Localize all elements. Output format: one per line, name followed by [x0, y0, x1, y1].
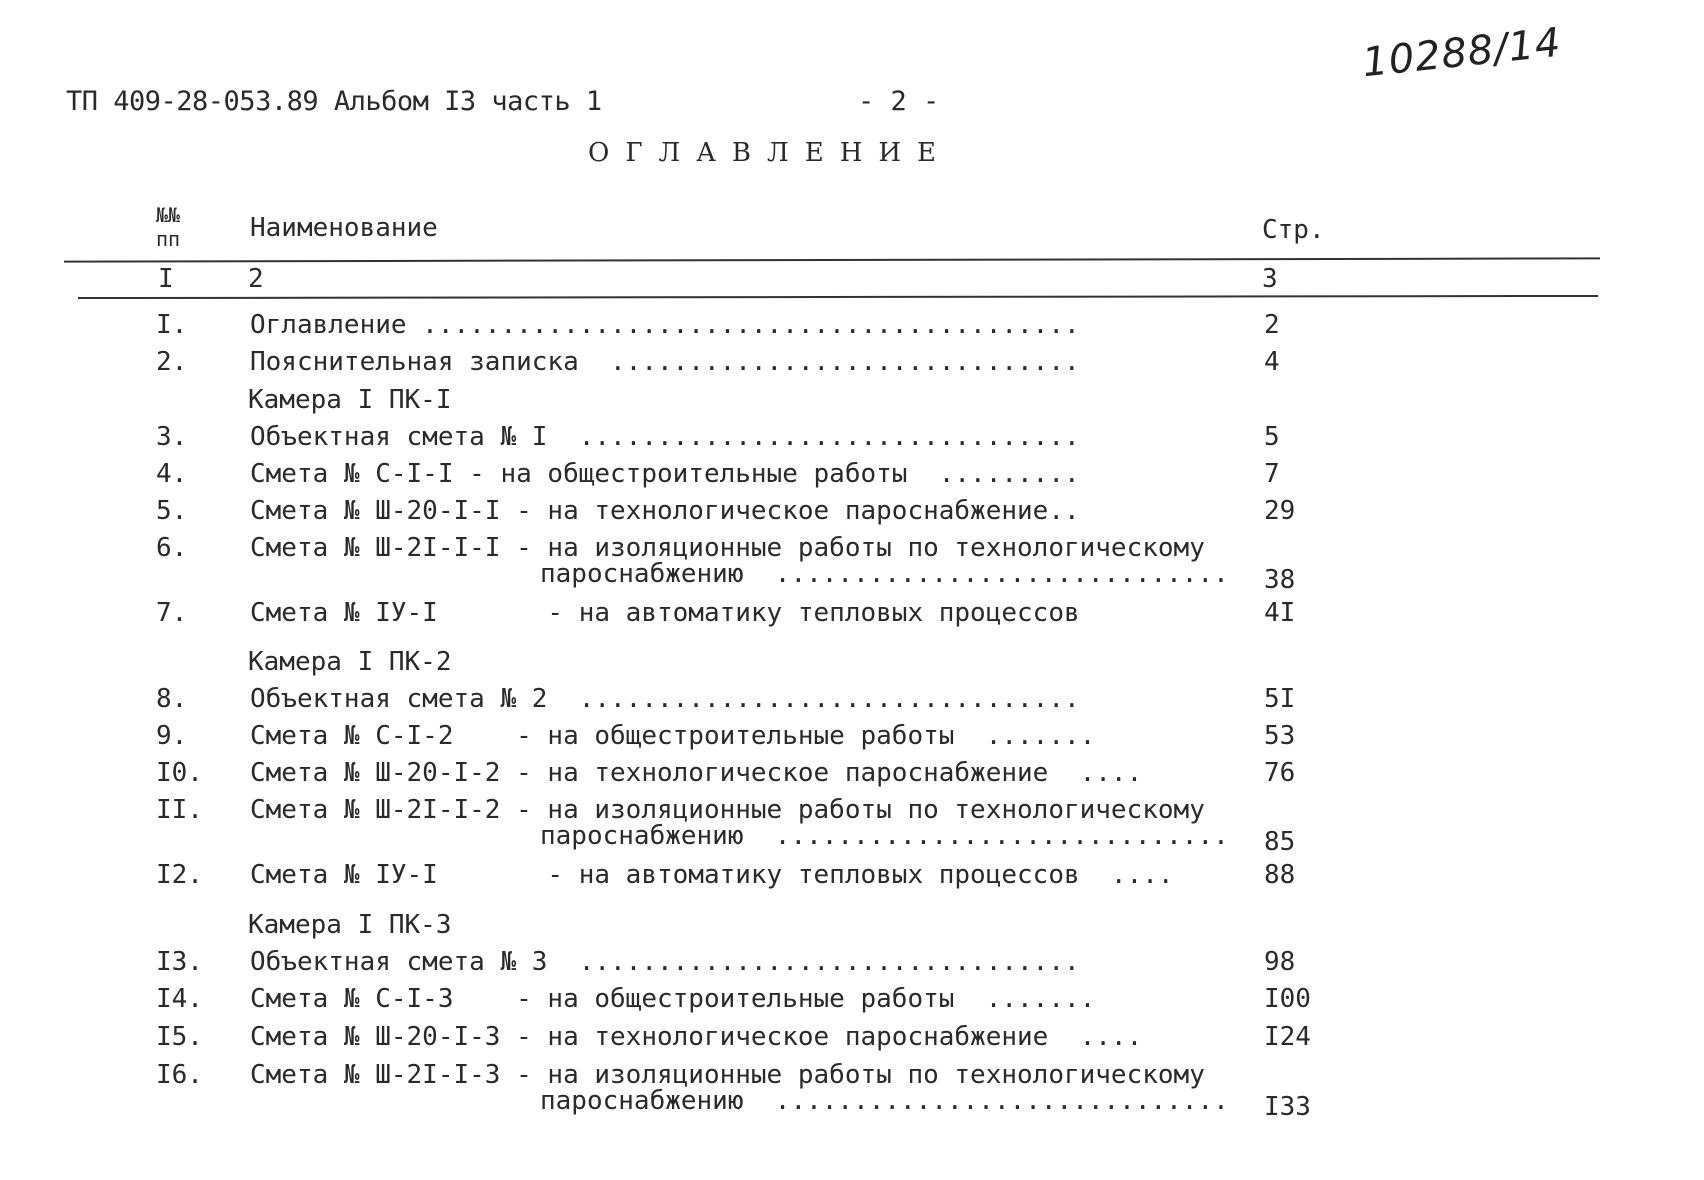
toc-row	[0, 310, 1704, 350]
row-title: Смета № IУ-I - на автоматику тепловых процессов ....	[250, 860, 1174, 890]
row-title-continuation: пароснабжению .............................	[540, 559, 1229, 589]
row-number: 8.	[156, 684, 188, 714]
row-title: Смета № IУ-I - на автоматику тепловых процессов	[250, 598, 1080, 628]
row-page: I33	[1264, 1092, 1311, 1122]
row-page: 53	[1264, 721, 1296, 751]
column-number-2: 2	[248, 264, 264, 294]
row-number: I4.	[156, 984, 203, 1014]
row-number: 9.	[156, 721, 188, 751]
row-page: 5I	[1264, 684, 1296, 714]
row-page: 4	[1264, 347, 1280, 377]
row-number: I6.	[156, 1060, 203, 1090]
row-title: Смета № Ш-2I-I-I - на изоляционные работы по технологическому	[250, 533, 1205, 563]
row-page: 98	[1264, 947, 1296, 977]
row-title-continuation: пароснабжению .............................	[540, 1086, 1229, 1116]
row-number: II.	[156, 795, 203, 825]
header-divider-top	[64, 257, 1600, 262]
toc-row	[0, 947, 1704, 987]
row-number: 5.	[156, 496, 188, 526]
row-page: 2	[1264, 310, 1280, 340]
row-title: Смета № С-I-2 - на общестроительные работы .......	[250, 721, 1096, 751]
header-name-label: Наименование	[250, 213, 438, 243]
toc-row	[0, 860, 1704, 900]
page-title: ОГЛАВЛЕНИЕ	[588, 138, 953, 168]
row-number: I3.	[156, 947, 203, 977]
header-divider-bottom	[78, 295, 1598, 299]
row-title: Смета № С-I-3 - на общестроительные работы .......	[250, 984, 1096, 1014]
section-heading: Камера I ПК-2	[248, 647, 452, 677]
toc-row	[0, 598, 1704, 638]
row-title: Смета № С-I-I - на общестроительные работы .........	[250, 459, 1080, 489]
row-page: I24	[1264, 1022, 1311, 1052]
row-title: Объектная смета № I ................................	[250, 422, 1080, 452]
toc-row	[0, 1060, 1704, 1130]
row-page: 88	[1264, 860, 1296, 890]
toc-row	[0, 347, 1704, 387]
section-heading: Камера I ПК-I	[248, 385, 452, 415]
toc-row	[0, 1022, 1704, 1062]
column-number-3: 3	[1262, 264, 1278, 294]
row-number: 3.	[156, 422, 188, 452]
row-number: I0.	[156, 758, 203, 788]
row-title: Смета № Ш-20-I-3 - на технологическое пароснабжение ....	[250, 1022, 1143, 1052]
row-title-continuation: пароснабжению .............................	[540, 821, 1229, 851]
row-page: I00	[1264, 984, 1311, 1014]
row-number: I5.	[156, 1022, 203, 1052]
row-title: Объектная смета № 3 ................................	[250, 947, 1080, 977]
row-title: Объектная смета № 2 ................................	[250, 684, 1080, 714]
toc-row	[0, 496, 1704, 536]
column-number-1: I	[158, 264, 174, 294]
header-page-label: Стр.	[1262, 215, 1325, 245]
row-number: 6.	[156, 533, 188, 563]
row-title: Пояснительная записка ..............................	[250, 347, 1080, 377]
row-page: 5	[1264, 422, 1280, 452]
row-title: Смета № Ш-20-I-2 - на технологическое пароснабжение ....	[250, 758, 1143, 788]
toc-row	[0, 758, 1704, 798]
handwritten-stamp: 10288/14	[1360, 19, 1564, 87]
toc-row	[0, 533, 1704, 603]
row-page: 38	[1264, 565, 1296, 595]
toc-row	[0, 721, 1704, 761]
section-heading: Камера I ПК-3	[248, 910, 452, 940]
header-number-label: №№ пп	[156, 203, 181, 251]
row-page: 4I	[1264, 598, 1296, 628]
toc-row	[0, 684, 1704, 724]
row-page: 7	[1264, 459, 1280, 489]
row-title: Смета № Ш-20-I-I - на технологическое пароснабжение..	[250, 496, 1080, 526]
toc-row	[0, 984, 1704, 1024]
row-page: 29	[1264, 496, 1296, 526]
row-number: I2.	[156, 860, 203, 890]
toc-row	[0, 459, 1704, 499]
document-code: ТП 409-28-053.89 Альбом I3 часть 1	[66, 86, 602, 117]
row-number: I.	[156, 310, 188, 340]
toc-row	[0, 795, 1704, 865]
page-number: - 2 -	[858, 86, 940, 117]
row-title: Смета № Ш-2I-I-2 - на изоляционные работы по технологическому	[250, 795, 1205, 825]
row-title: Смета № Ш-2I-I-3 - на изоляционные работы по технологическому	[250, 1060, 1205, 1090]
row-page: 76	[1264, 758, 1296, 788]
row-title: Оглавление ..........................................	[250, 310, 1080, 340]
row-number: 7.	[156, 598, 188, 628]
row-number: 4.	[156, 459, 188, 489]
row-number: 2.	[156, 347, 188, 377]
row-page: 85	[1264, 827, 1296, 857]
toc-row	[0, 422, 1704, 462]
